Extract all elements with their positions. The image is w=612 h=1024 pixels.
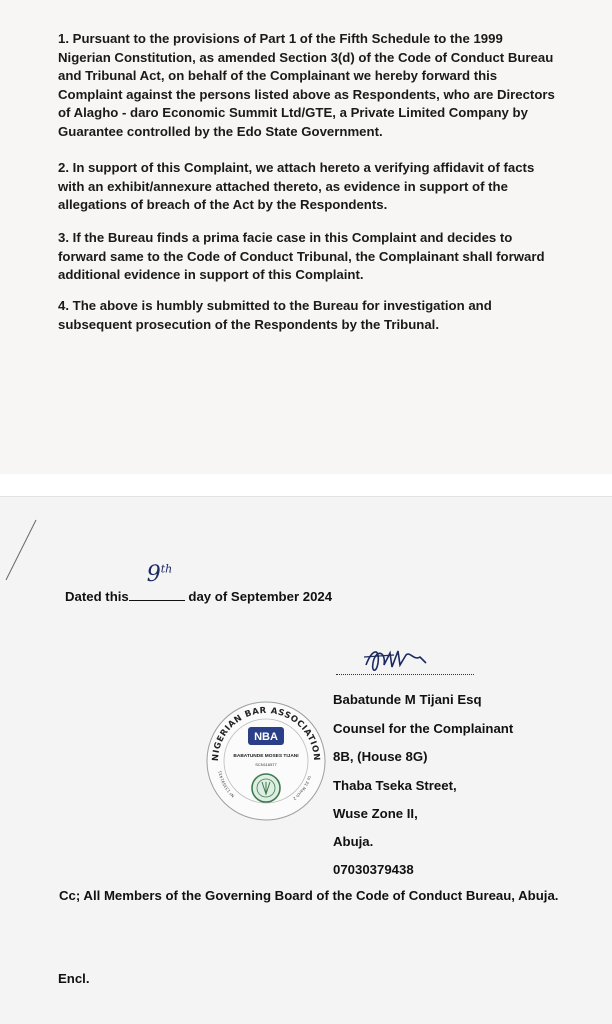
signatory-phone: 07030379438	[333, 862, 414, 877]
paragraph-1: 1. Pursuant to the provisions of Part 1 of the Fifth Schedule to the 1999 Nigerian Constitution, as amended Section 3(d) of the Code of Conduct Bureau and Tribunal Act, on behalf of the Complainant we hereby forward this Complaint against the persons listed above as Respondents, who are Directors of Alagho - daro Economic Summit Ltd/GTE, a Private Limited Company by Guarantee controlled by the Edo State Government.	[58, 31, 555, 139]
nba-seal-stamp	[205, 700, 327, 822]
stamp-nba-badge-text: NBA	[254, 731, 278, 743]
day-blank	[129, 562, 185, 601]
handwritten-day: 9th	[146, 562, 173, 587]
paragraph-4: 4. The above is humbly submitted to the Bureau for investigation and subsequent prosecution of the Respondents by the Tribunal.	[58, 298, 492, 332]
signatory-name: Babatunde M Tijani Esq	[333, 692, 482, 707]
stamp-year-text: to 31 March 2	[292, 775, 313, 802]
page-gap	[0, 474, 612, 496]
address-line-3: Wuse Zone II,	[333, 806, 418, 821]
signature-line	[336, 674, 474, 675]
cc-line: Cc; All Members of the Governing Board of the Code of Conduct Bureau, Abuja.	[59, 888, 559, 903]
signatory-role: Counsel for the Complainant	[333, 721, 514, 736]
address-line-1: 8B, (House 8G)	[333, 749, 428, 764]
dated-suffix: day of September 2024	[188, 589, 333, 604]
stamp-ring-text: NIGERIAN BAR ASSOCIATION	[210, 705, 322, 762]
stamp-number: SCN116577	[255, 762, 277, 767]
address-city: Abuja.	[333, 834, 374, 849]
stamp-left-text: Nº 133591431	[217, 770, 236, 799]
document-page-top	[0, 0, 612, 474]
pen-scratch-mark	[0, 516, 40, 586]
dated-prefix: Dated this	[65, 589, 129, 604]
cut-off-heading	[60, 0, 500, 6]
dated-line	[65, 562, 333, 604]
address-line-2: Thaba Tseka Street,	[333, 778, 457, 793]
paragraph-2: 2. In support of this Complaint, we attach hereto a verifying affidavit of facts with an exhibit/annexure attached thereto, as evidence in support of the allegations of breach of the Act by the Respondents.	[58, 160, 535, 213]
paragraph-3: 3. If the Bureau finds a prima facie case in this Complaint and decides to forward same to the Code of Conduct Tribunal, the Complainant shall forward additional evidence in support of this Complaint.	[58, 230, 545, 283]
stamp-holder-name: BABATUNDE MOSES TIJANI	[233, 754, 299, 759]
enclosure-label: Encl.	[58, 971, 90, 986]
